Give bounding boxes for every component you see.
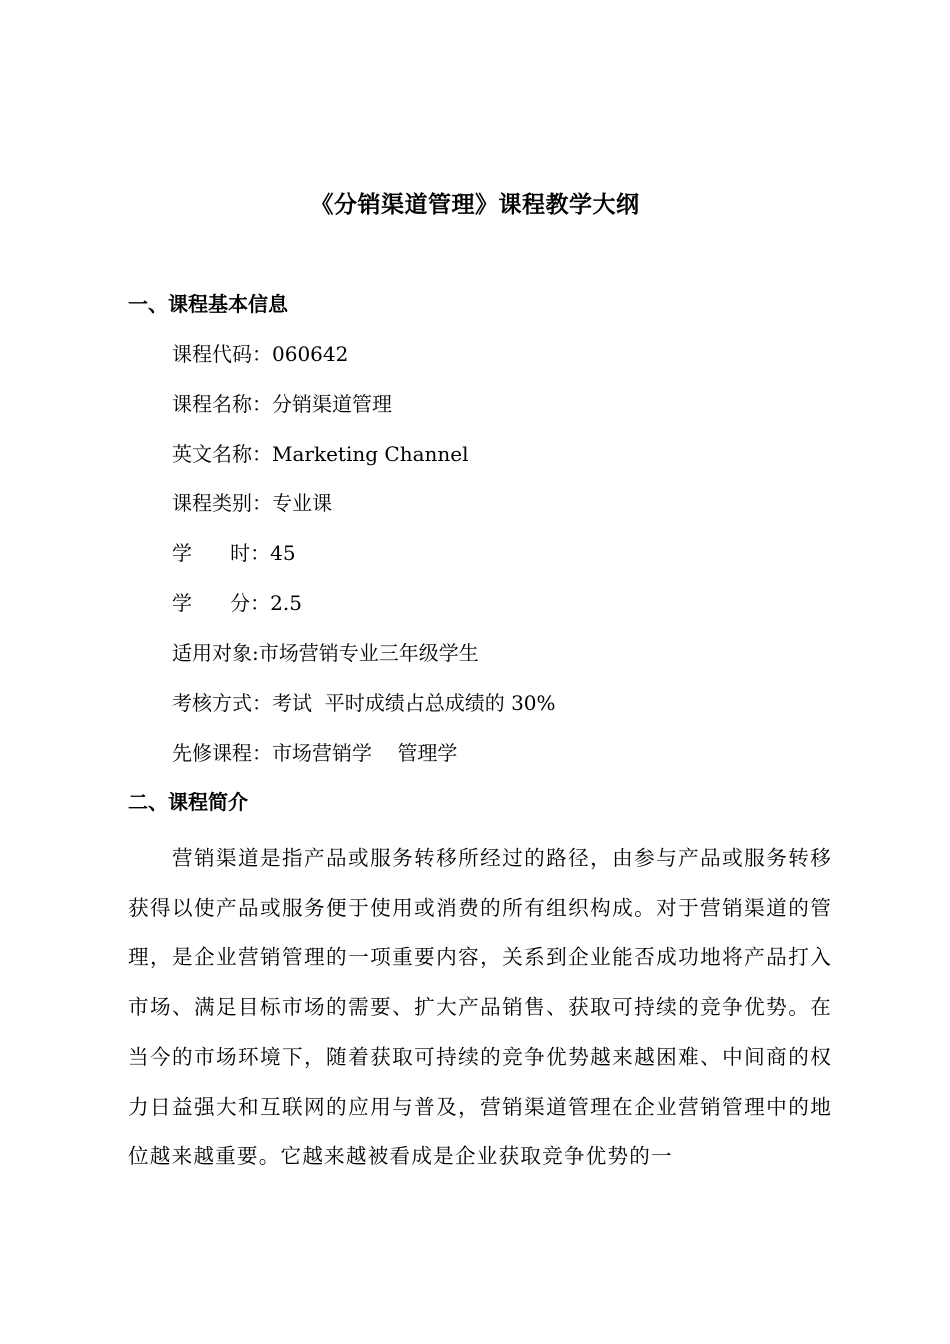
info-row-course-name bbox=[172, 389, 392, 419]
info-value: 45 bbox=[270, 541, 296, 565]
info-value: 2.5 bbox=[270, 591, 302, 615]
section-heading-basic-info: 一、课程基本信息 bbox=[128, 292, 288, 316]
info-value: 060642 bbox=[272, 342, 349, 366]
info-row-class-hours bbox=[172, 538, 296, 568]
course-intro-paragraph: 营销渠道是指产品或服务转移所经过的路径，由参与产品或服务转移获得以使产品或服务便于使用或消费的所有组织构成。对于营销渠道的管理，是企业营销管理的一项重要内容，关系到企业能否成功地将产品打入市场、满足目标市场的需要、扩大产品销售、获取可持续的竞争优势。在当今的市场环境下，随着获取可持续的竞争优势越来越困难、中间商的权力日益强大和互联网的应用与普及，营销渠道管理在企业营销管理中的地位越来越重要。它越来越被看成是企业获取竞争优势的一 bbox=[128, 846, 832, 1169]
info-label: 课程名称 bbox=[172, 392, 252, 416]
info-row-prerequisites bbox=[172, 738, 457, 768]
info-row-credits bbox=[172, 588, 302, 618]
info-label: 先修课程 bbox=[172, 741, 252, 765]
info-separator: ： bbox=[252, 392, 272, 416]
info-value: 分销渠道管理 bbox=[272, 392, 392, 416]
info-row-target-students bbox=[172, 638, 479, 668]
info-value: Marketing Channel bbox=[272, 442, 469, 466]
info-value: 考试 平时成绩占总成绩的 30% bbox=[272, 691, 556, 715]
info-separator: ： bbox=[252, 442, 272, 466]
info-value: 市场营销专业三年级学生 bbox=[258, 641, 479, 665]
info-separator: ： bbox=[252, 691, 272, 715]
section-heading-course-intro: 二、课程简介 bbox=[128, 790, 248, 814]
info-label: 考核方式 bbox=[172, 691, 252, 715]
info-separator: ： bbox=[250, 591, 271, 615]
info-separator: ： bbox=[250, 541, 271, 565]
info-row-course-code bbox=[172, 339, 348, 369]
info-row-english-name bbox=[172, 439, 469, 469]
info-label: 课程代码 bbox=[172, 342, 252, 366]
info-label: 课程类别 bbox=[172, 491, 252, 515]
info-separator: ： bbox=[252, 342, 272, 366]
info-row-assessment bbox=[172, 688, 556, 718]
info-label: 学 时 bbox=[172, 541, 251, 565]
info-label: 学 分 bbox=[172, 591, 251, 615]
info-row-course-category bbox=[172, 488, 332, 518]
info-separator: : bbox=[252, 641, 259, 665]
info-separator: ： bbox=[252, 491, 272, 515]
info-value: 专业课 bbox=[272, 491, 332, 515]
info-label: 适用对象 bbox=[172, 641, 252, 665]
info-value: 市场营销学 管理学 bbox=[272, 741, 458, 765]
document-title: 《分销渠道管理》课程教学大纲 bbox=[310, 192, 640, 218]
info-label: 英文名称 bbox=[172, 442, 252, 466]
info-separator: ： bbox=[252, 741, 272, 765]
